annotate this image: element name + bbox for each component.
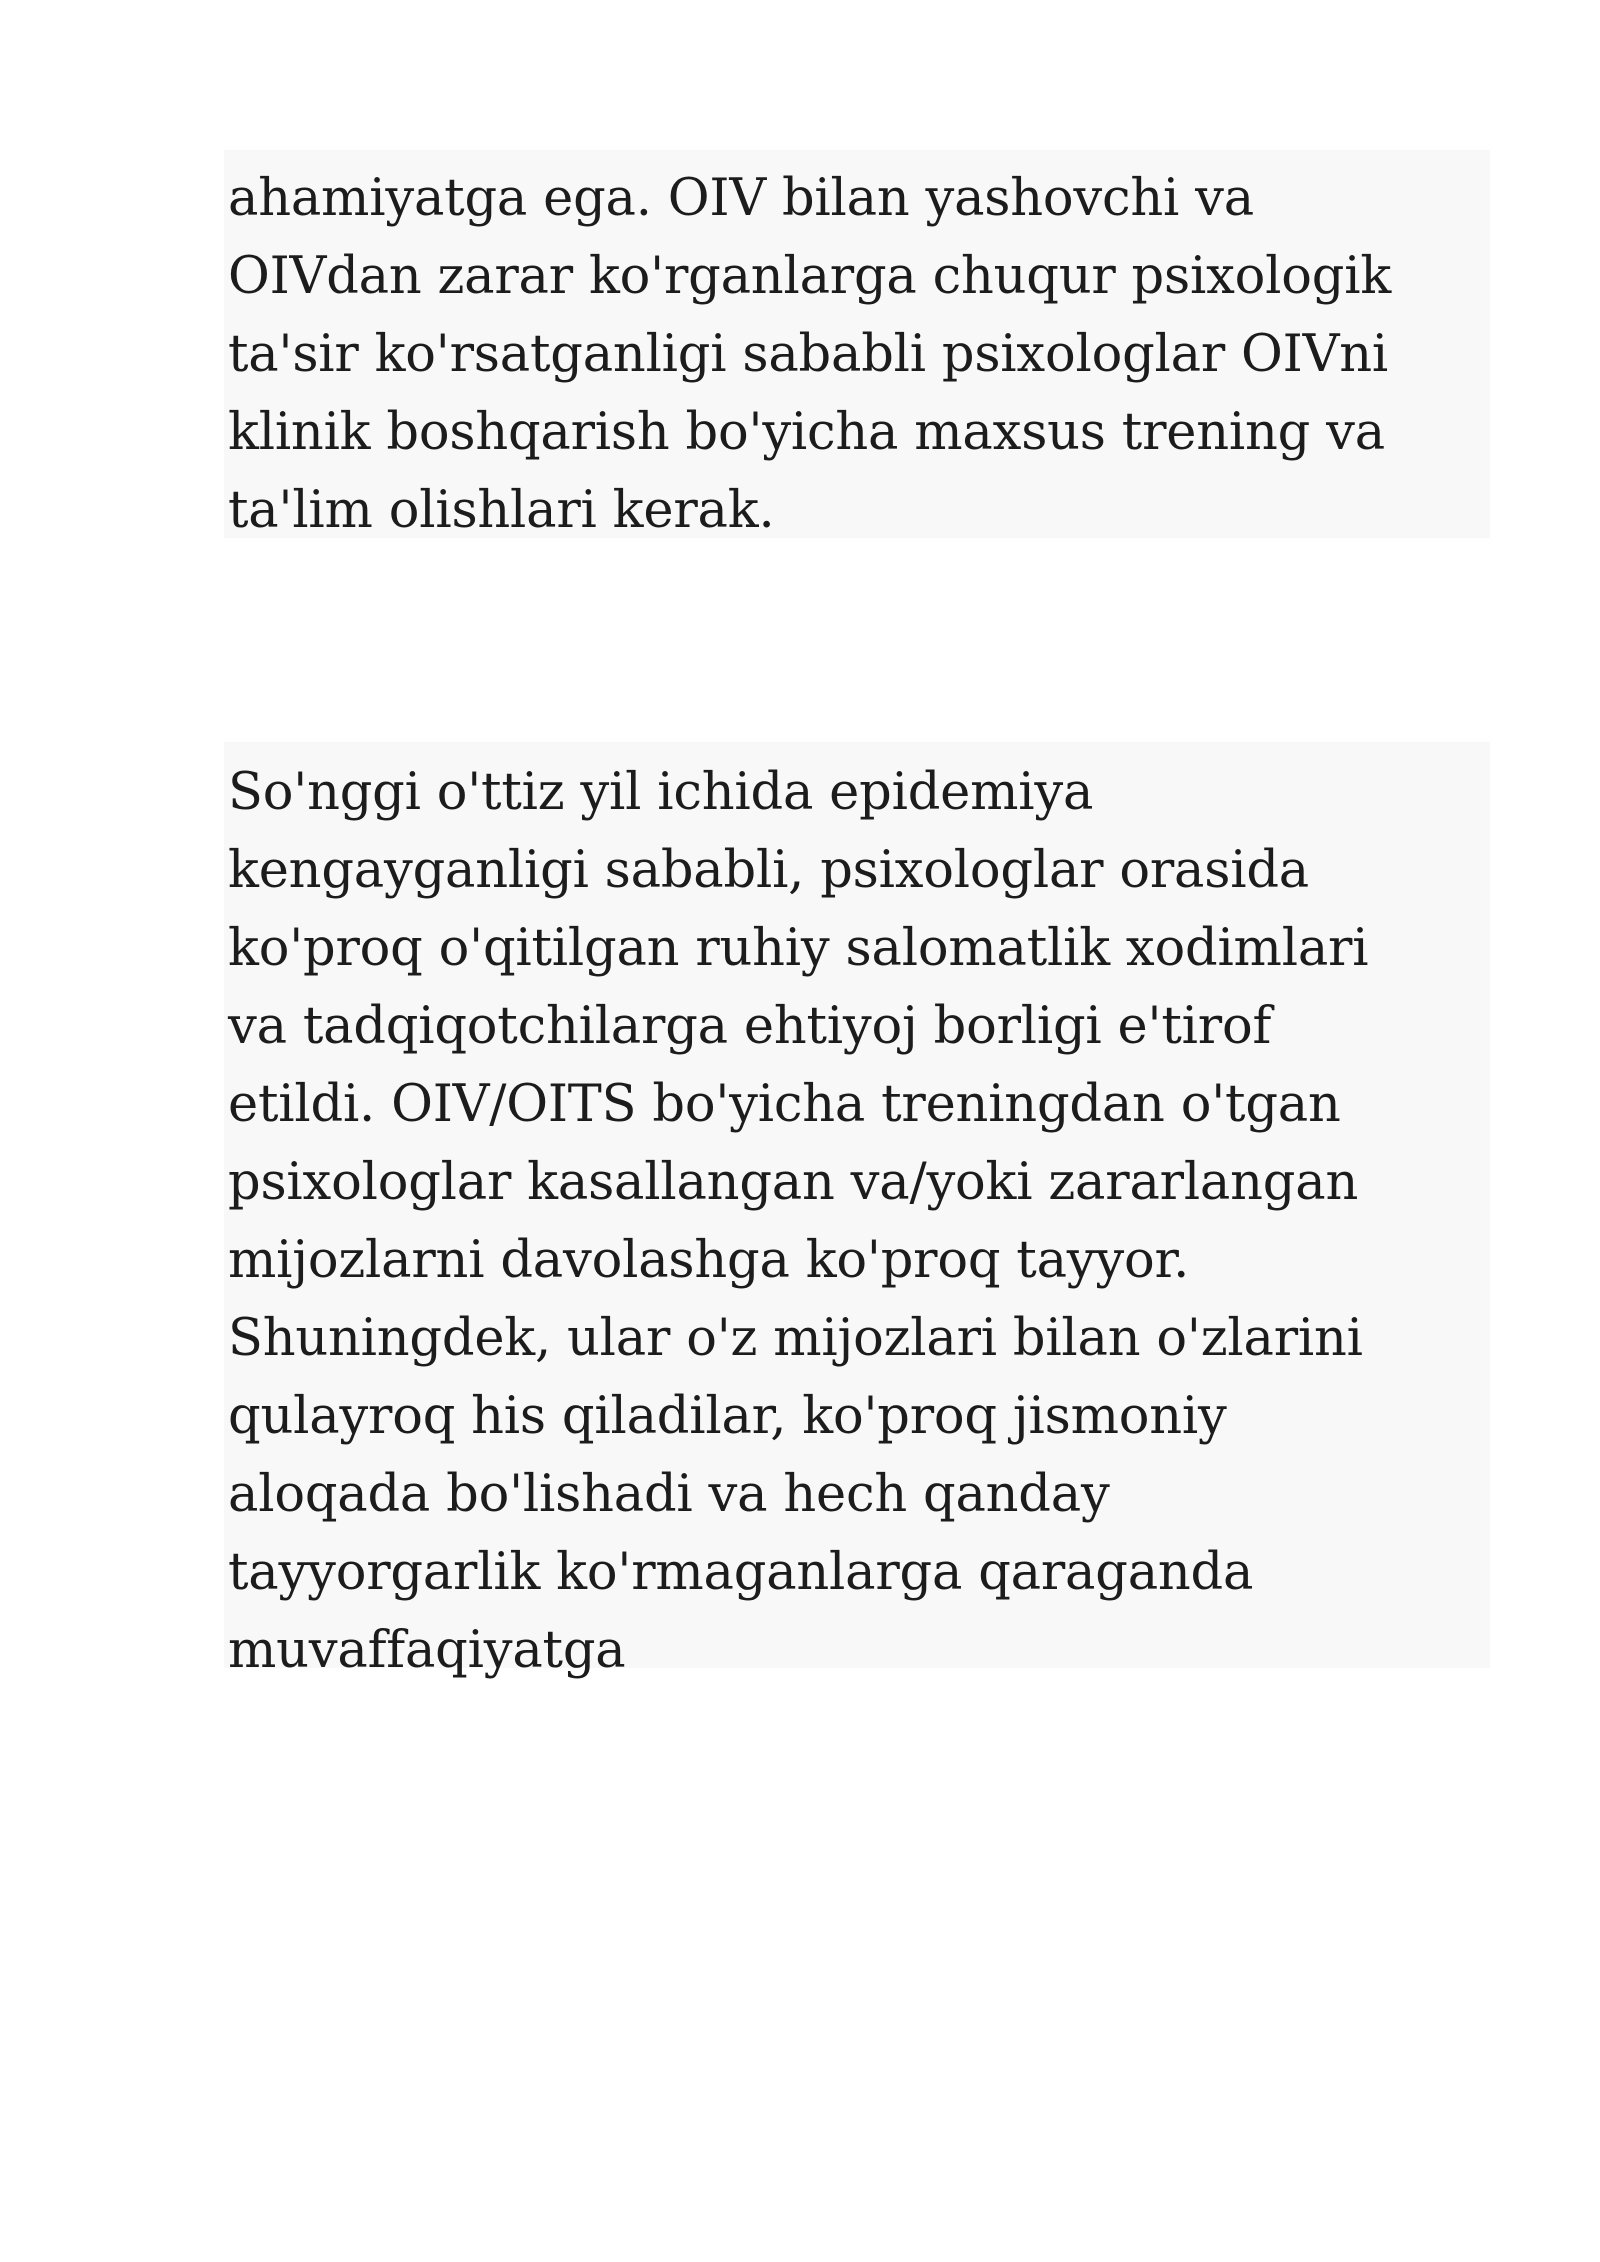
- paragraph-line: Shuningdek, ular o'z mijozlari bilan o'zlarini: [228, 1309, 1363, 1368]
- paragraph-1: [224, 150, 1490, 538]
- paragraph-line: tayyorgarlik ko'rmaganlarga qaraganda: [228, 1543, 1254, 1602]
- paragraph-line: So'nggi o'ttiz yil ichida epidemiya: [228, 763, 1094, 822]
- paragraph-line: va tadqiqotchilarga ehtiyoj borligi e'tirof: [228, 997, 1272, 1056]
- paragraph-line: aloqada bo'lishadi va hech qanday: [228, 1465, 1110, 1524]
- paragraph-line: OIVdan zarar ko'rganlarga chuqur psixologik: [228, 247, 1392, 306]
- paragraph-2: [224, 742, 1490, 1680]
- paragraph-line: muvaffaqiyatga: [228, 1621, 626, 1680]
- paragraph-line: etildi. OIV/OITS bo'yicha treningdan o'tgan: [228, 1075, 1341, 1134]
- paragraph-line: psixologlar kasallangan va/yoki zararlangan: [228, 1153, 1359, 1212]
- paragraph-line: ta'lim olishlari kerak.: [228, 481, 775, 540]
- paragraph-line: ahamiyatga ega. OIV bilan yashovchi va: [228, 169, 1254, 228]
- paragraph-line: mijozlarni davolashga ko'proq tayyor.: [228, 1231, 1190, 1290]
- paragraph-line: qulayroq his qiladilar, ko'proq jismoniy: [228, 1387, 1227, 1446]
- paragraph-line: kengayganligi sababli, psixologlar orasida: [228, 841, 1310, 900]
- paragraph-line: ta'sir ko'rsatganligi sababli psixologlar OIVni: [228, 325, 1388, 384]
- paragraph-line: klinik boshqarish bo'yicha maxsus trening va: [228, 403, 1385, 462]
- paragraph-line: ko'proq o'qitilgan ruhiy salomatlik xodimlari: [228, 919, 1369, 978]
